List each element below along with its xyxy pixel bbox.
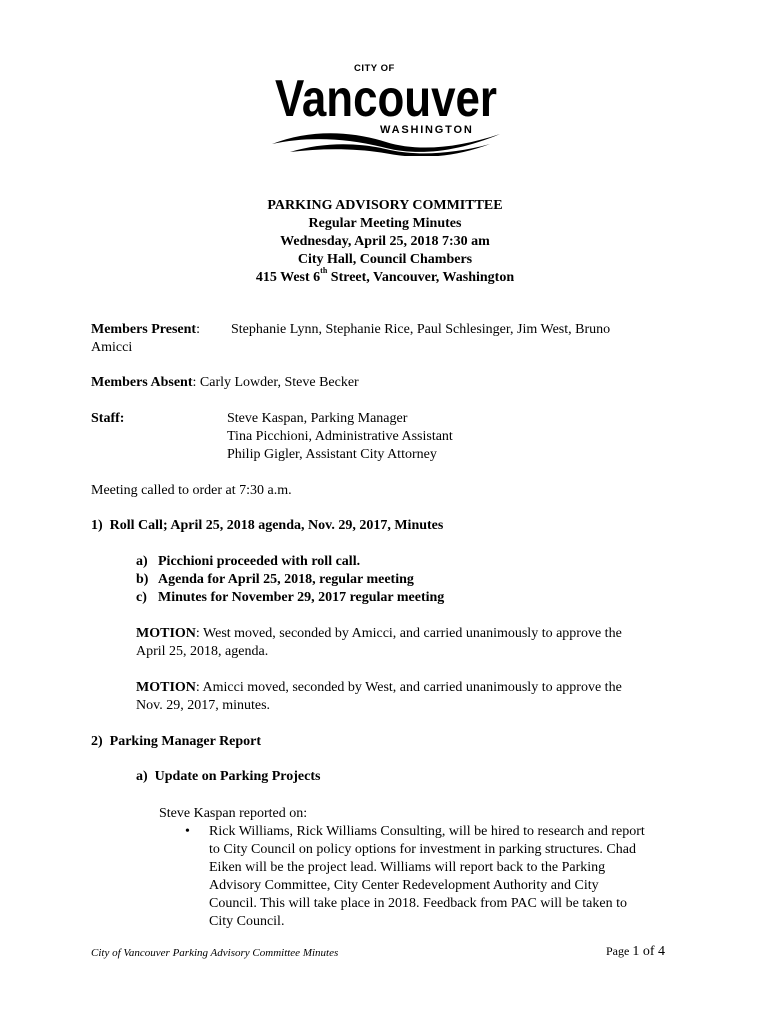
address-part1: 415 West 6 (255, 270, 321, 285)
staff-list (227, 410, 453, 464)
meeting-type: Regular Meeting Minutes (308, 216, 462, 231)
members-absent (91, 374, 359, 392)
city-of-vancouver-logo (268, 60, 504, 156)
bullet-text-line: Eiken will be the project lead. Williams will report back to the Parking (209, 860, 606, 875)
item-label: a) (136, 554, 148, 569)
meeting-address (0, 266, 770, 287)
item-label: c) (136, 590, 147, 605)
logo-washington-text: WASHINGTON (380, 124, 474, 136)
bullet-dot-icon: • (185, 824, 190, 839)
address-part2: Street, Vancouver, Washington (327, 270, 515, 285)
list-item (136, 571, 444, 589)
section-1-heading: 1) Roll Call; April 25, 2018 agenda, Nov. 29, 2017, Minutes (91, 518, 444, 533)
bullet-text-line: City Council. (209, 914, 285, 929)
logo-city-of-text: CITY OF (354, 63, 395, 74)
page-count: 1 of 4 (632, 944, 665, 959)
bullet-text-line: to City Council on policy options for investment in parking structures. Chad (209, 842, 636, 857)
footer-title: City of Vancouver Parking Advisory Committee Minutes (91, 947, 339, 959)
members-absent-names: : Carly Lowder, Steve Becker (192, 375, 359, 390)
staff-entry: Philip Gigler, Assistant City Attorney (227, 447, 437, 462)
section-2-heading: 2) Parking Manager Report (91, 734, 262, 749)
item-text: Agenda for April 25, 2018, regular meeting (158, 572, 414, 587)
item-label: b) (136, 572, 149, 587)
members-present (91, 321, 200, 339)
item-text: Picchioni proceeded with roll call. (158, 554, 361, 569)
report-intro: Steve Kaspan reported on: (159, 806, 308, 821)
members-present-label: Members Present (91, 322, 197, 337)
committee-title: PARKING ADVISORY COMMITTEE (267, 198, 503, 213)
motion-text: : Amicci moved, seconded by West, and carried unanimously to approve the (195, 680, 622, 695)
page-number (606, 942, 665, 961)
motion-agenda (136, 625, 622, 661)
members-present-sep: : (196, 322, 200, 337)
page-word: Page (606, 944, 633, 958)
members-absent-label: Members Absent (91, 375, 193, 390)
section-1-items (136, 553, 444, 607)
motion-text: : West moved, seconded by Amicci, and carried unanimously to approve the (195, 626, 622, 641)
section-2-subheading: a) Update on Parking Projects (136, 769, 321, 784)
staff-entry: Tina Picchioni, Administrative Assistant (227, 429, 453, 444)
bullet-text-line: Advisory Committee, City Center Redevelopment Authority and City (209, 878, 599, 893)
meeting-venue: City Hall, Council Chambers (297, 252, 473, 267)
members-present-names-cont: Amicci (91, 340, 133, 355)
bullet-text-line: Council. This will take place in 2018. Feedback from PAC will be taken to (209, 896, 627, 911)
motion-minutes (136, 679, 622, 715)
list-item (136, 589, 444, 607)
motion-label: MOTION (136, 626, 196, 641)
motion-label: MOTION (136, 680, 196, 695)
bullet-item (183, 823, 645, 931)
logo-vancouver-text: Vancouver (275, 70, 497, 128)
call-to-order: Meeting called to order at 7:30 a.m. (91, 483, 292, 498)
meeting-date: Wednesday, April 25, 2018 7:30 am (280, 234, 490, 249)
list-item (136, 553, 444, 571)
members-present-names: Stephanie Lynn, Stephanie Rice, Paul Schlesinger, Jim West, Bruno (231, 322, 611, 337)
staff-entry: Steve Kaspan, Parking Manager (227, 411, 408, 426)
bullet-text-line: Rick Williams, Rick Williams Consulting, will be hired to research and report (209, 824, 645, 839)
meeting-header (0, 197, 770, 287)
item-text: Minutes for November 29, 2017 regular meeting (158, 590, 445, 605)
address-superscript: th (320, 266, 328, 276)
motion-text-cont: April 25, 2018, agenda. (136, 644, 269, 659)
motion-text-cont: Nov. 29, 2017, minutes. (136, 698, 271, 713)
staff-label: Staff: (91, 411, 125, 426)
